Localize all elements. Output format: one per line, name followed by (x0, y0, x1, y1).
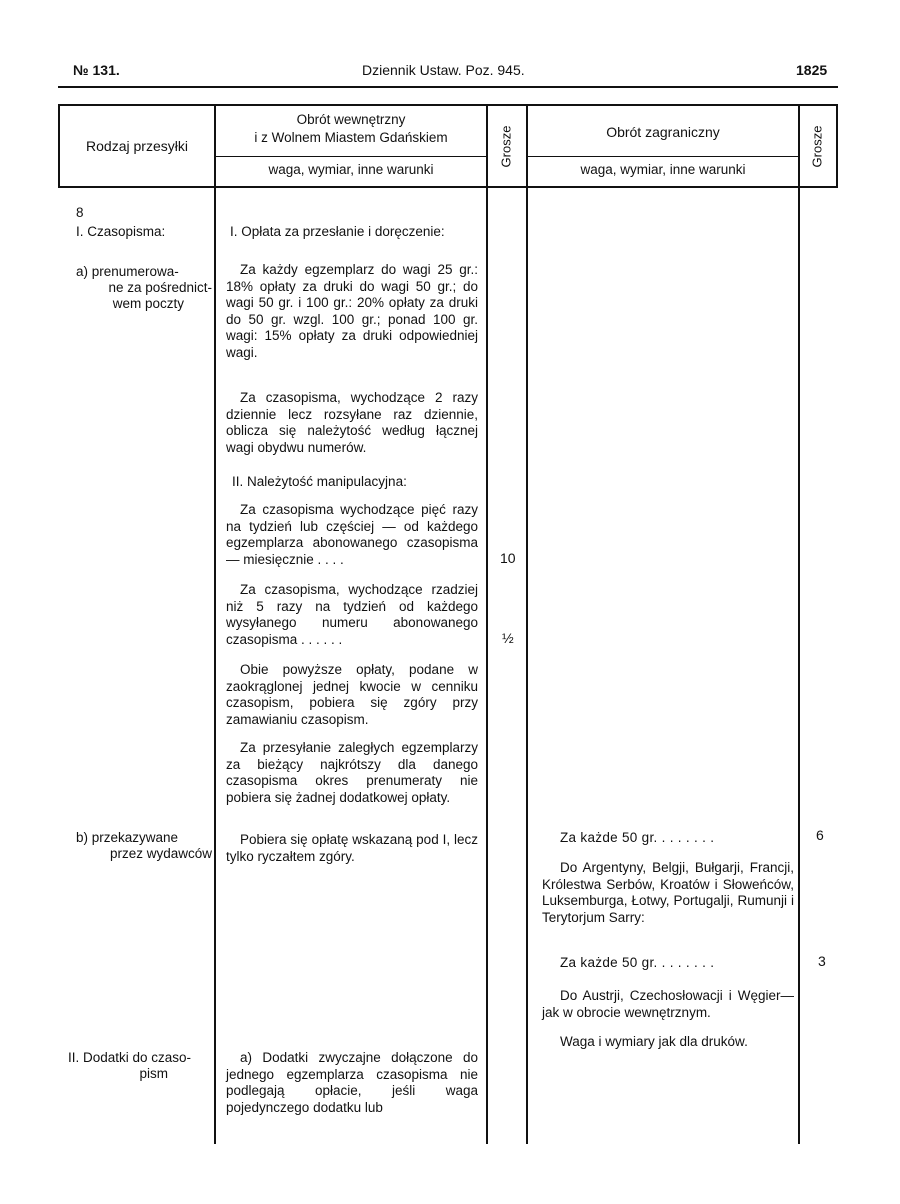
col-heading-domestic-1: Obrót wewnętrzny (296, 112, 406, 127)
issue-number: № 131. (73, 62, 120, 78)
table-right-border (836, 104, 838, 188)
twice-daily-rule: Za czasopisma, wychodzące 2 razy dziennie lecz rozsyłane raz dziennie, oblicza się należytość według łącznej wagi obydwu numerów. (226, 390, 478, 455)
category-czasopisma: I. Czasopisma: (76, 224, 166, 239)
section-fee-heading: I. Opłata za przesłanie i doręczenie: (230, 224, 445, 239)
foreign-rate-per-50g-2: Za każde 50 gr. . . . . . . . (560, 955, 715, 970)
handling-less-frequent: Za czasopisma, wychodzące rzadziej niż 5 razy na tydzień od każdego wysyłanego numeru abonowanego czasopisma . . . . . . (226, 582, 478, 647)
col-divider-2 (486, 104, 488, 1144)
col-divider-3 (526, 104, 528, 1144)
foreign-weight-note: Waga i wymiary jak dla druków. (560, 1034, 748, 1049)
grosze-value-foreign-1: 6 (816, 827, 824, 843)
item-number: 8 (76, 205, 84, 220)
col-divider-4 (798, 104, 800, 1144)
subcategory-a-line1: a) prenumerowa- (76, 264, 179, 279)
col2-sub-divider (214, 156, 486, 157)
back-issues-note: Za przesyłanie zaległych egzemplarzy za bieżący najkrótszy dla danego czasopisma okres prenumeraty nie pobiera się żadnej dodatkowej opłaty. (226, 740, 478, 805)
col-divider-1 (214, 104, 216, 1144)
category-dodatki-line2: pism (139, 1066, 168, 1081)
fee-weight-rules: Za każdy egzemplarz do wagi 25 gr.: 18% opłaty za druki do wagi 50 gr.; do wagi 50 gr. i 100 gr.: 20% opłaty za druki do 50 gr. wzgl. 100 gr.; ponad 100 gr. wagi: 15% opłaty za druki odpowiedniej wagi. (226, 262, 478, 360)
col-heading-domestic-sub: waga, wymiar, inne warunki (268, 162, 434, 177)
publisher-fee-note: Pobiera się opłatę wskazaną pod I, lecz tylko ryczałtem zgóry. (226, 832, 478, 864)
col-heading-foreign-sub: waga, wymiar, inne warunki (580, 162, 746, 177)
col-heading-type: Rodzaj przesyłki (86, 138, 188, 154)
subcategory-a-line2: ne za pośrednict- (108, 280, 212, 295)
subcategory-b-line2: przez wydawców (109, 846, 212, 861)
page-number: 1825 (796, 62, 828, 78)
foreign-country-list: Do Argentyny, Belgji, Bułgarji, Francji, Królestwa Serbów, Kroatów i Słoweńców, Luksemburga, Łotwy, Portugalji, Rumunji i Terytorjum Sarry: (542, 860, 794, 925)
col4-sub-divider (528, 156, 798, 157)
table-head-bottom (58, 186, 838, 188)
supplements-note: a) Dodatki zwyczajne dołączone do jednego egzemplarza czasopisma nie podlegają opłacie, jeśli waga pojedynczego dodatku lub (226, 1050, 478, 1115)
header-rule (58, 86, 838, 88)
combined-fees-note: Obie powyższe opłaty, podane w zaokrąglonej jednej kwocie w cenniku czasopism, pobiera się zgóry przy zamawianiu czasopism. (226, 662, 478, 727)
table-top-border (58, 104, 838, 106)
section-handling-heading: II. Należytość manipulacyjna: (232, 474, 407, 489)
col-heading-grosze-2: Grosze (809, 125, 825, 168)
col-heading-domestic-2: i z Wolnem Miastem Gdańskiem (254, 130, 448, 145)
grosze-value-foreign-2: 3 (818, 953, 826, 969)
col-heading-foreign: Obrót zagraniczny (606, 124, 720, 140)
grosze-value-domestic-1: 10 (500, 550, 516, 566)
handling-five-times-weekly: Za czasopisma wychodzące pięć razy na tydzień lub częściej — od każdego egzemplarza abonowanego czasopisma — miesięcznie . . . . (226, 502, 478, 567)
category-dodatki-line1: II. Dodatki do czaso- (68, 1050, 192, 1065)
grosze-value-domestic-2: ½ (502, 630, 514, 646)
subcategory-b-line1: b) przekazywane (76, 830, 179, 845)
col-heading-grosze-1: Grosze (498, 125, 514, 168)
page-title: Dziennik Ustaw. Poz. 945. (362, 62, 525, 78)
subcategory-a-line3: wem poczty (112, 296, 184, 311)
foreign-rate-per-50g-1: Za każde 50 gr. . . . . . . . (560, 830, 715, 845)
foreign-neighbours-note: Do Austrji, Czechosłowacji i Węgier—jak w obrocie wewnętrznym. (542, 988, 794, 1020)
